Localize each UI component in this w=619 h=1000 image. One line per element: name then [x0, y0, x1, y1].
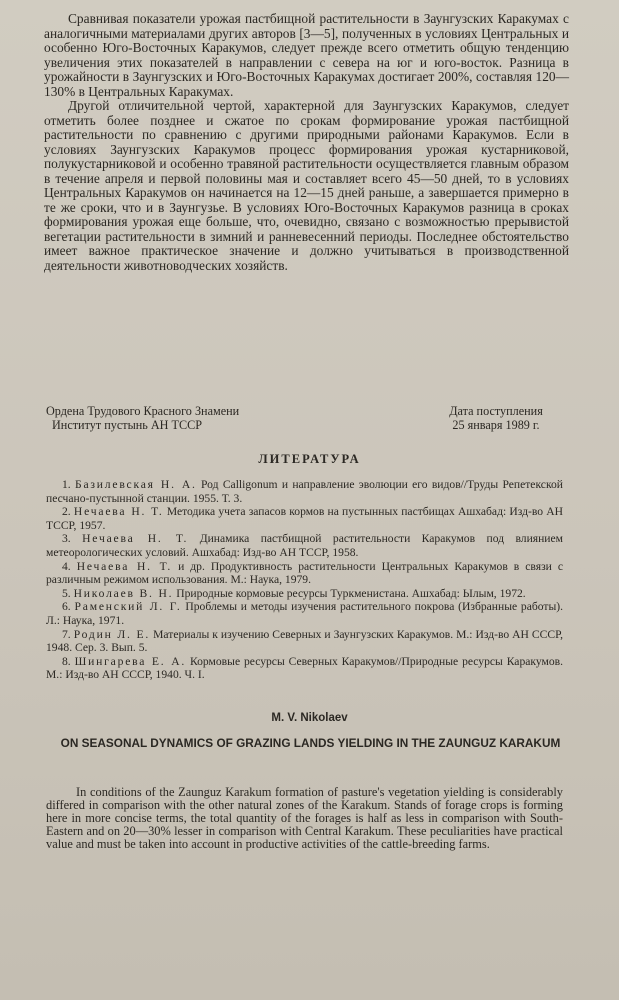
- institution-line-1: Ордена Трудового Красного Знамени: [46, 404, 240, 418]
- reference-item: 4. Нечаева Н. Т. и др. Продуктивность растительности Центральных Каракумов в связи с различным режимом использования. М.: Наука, 1979.: [46, 559, 564, 587]
- reference-item: 8. Шингарева Е. А. Кормовые ресурсы Северных Каракумов//Природные ресурсы Каракумов. М.: Изд-во АН СССР, 1940. Ч. I.: [46, 654, 564, 682]
- institution-line-2: Институт пустынь АН ТССР: [52, 417, 203, 432]
- article-body: [44, 12, 569, 273]
- english-title: ON SEASONAL DYNAMICS OF GRAZING LANDS YIELDING IN THE ZAUNGUZ KARAKUM: [60, 736, 561, 750]
- english-author: M. V. Nikolaev: [271, 712, 348, 724]
- body-paragraph-2: Другой отличительной чертой, характерной для Заунгузских Каракумов, следует отметить более позднее и сжатое по срокам формирование урожая пастбищной растительности по сравнению с другими природными районами Каракумов. Если в условиях Заунгузских Каракумов процесс формирования урожая кустарниковой, полукустарниковой и особенно травяной растительности осуществляется главным образом в течение апреля и первой половины мая и составляет всего 45—50 дней, то в условиях Центральных Каракумов он начинается на 12—15 дней раньше, а завершается примерно в те же сроки, что и в Заунгузье. В условиях Юго-Восточных Каракумов разница в сроках формирования урожая еще больше, что, очевидно, связано с возможностью прерывистой вегетации растительности в зимний и ранневесенний периоды. Последнее обстоятельство имеет важное практическое значение и должно учитываться в производственной деятельности животноводческих хозяйств.: [44, 98, 569, 273]
- reference-item: 1. Базилевская Н. А. Род Calligonum и направление эволюции его видов//Труды Репетекской песчано-пустынной станции. 1955. Т. 3.: [46, 478, 563, 505]
- reference-item: 3. Нечаева Н. Т. Динамика пастбищной растительности Каракумов под влиянием метеорологических условий. Ашхабад: Изд-во АН ТССР, 1958.: [46, 532, 563, 559]
- institution: [46, 405, 346, 432]
- received-date: [431, 405, 561, 432]
- reference-item: 2. Нечаева Н. Т. Методика учета запасов кормов на пустынных пастбищах Ашхабад: Изд-во АН ТССР, 1957.: [46, 505, 564, 532]
- received-label: Дата поступления: [449, 404, 543, 418]
- references-heading: ЛИТЕРАТУРА: [258, 452, 361, 466]
- received-value: 25 января 1989 г.: [452, 417, 540, 432]
- reference-item: 5. Николаев В. Н. Природные кормовые ресурсы Туркменистана. Ашхабад: Ылым, 1972.: [62, 586, 526, 600]
- references-list: [46, 478, 563, 682]
- body-paragraph-1: Сравнивая показатели урожая пастбищной растительности в Заунгузских Каракумах с аналогичными материалами других авторов [3—5], полученных в условиях Центральных и особенно Юго-Восточных Каракумов, следует прежде всего отметить общую тенденцию увеличения этих показателей в направлении с севера на юг и юго-восток. Разница в урожайности в Заунгузских и Юго-Восточных Каракумах достигает 200%, составляя 120—130% в Центральных Каракумах.: [44, 11, 569, 99]
- reference-item: 6. Раменский Л. Г. Проблемы и методы изучения растительного покрова (Избранные работы). Л.: Наука, 1971.: [46, 600, 564, 627]
- english-abstract-text: In conditions of the Zaunguz Karakum formation of pasture's vegetation yielding is considerably differed in comparison with the other natural zones of the Karakum. Stands of forage crops is forming here in more concise terms, the total quantity of the forages is half as less in comparison with South-Eastern and on 20—30% lesser in comparison with Central Karakum. These peculiarities have practical value and must be taken into account in productive activities of the cattle-breeding farms.: [46, 785, 563, 851]
- reference-item: 7. Родин Л. Е. Материалы к изучению Северных и Заунгузских Каракумов. М.: Изд-во АН СССР, 1948. Сер. 3. Вып. 5.: [46, 627, 563, 655]
- english-abstract: [46, 786, 563, 851]
